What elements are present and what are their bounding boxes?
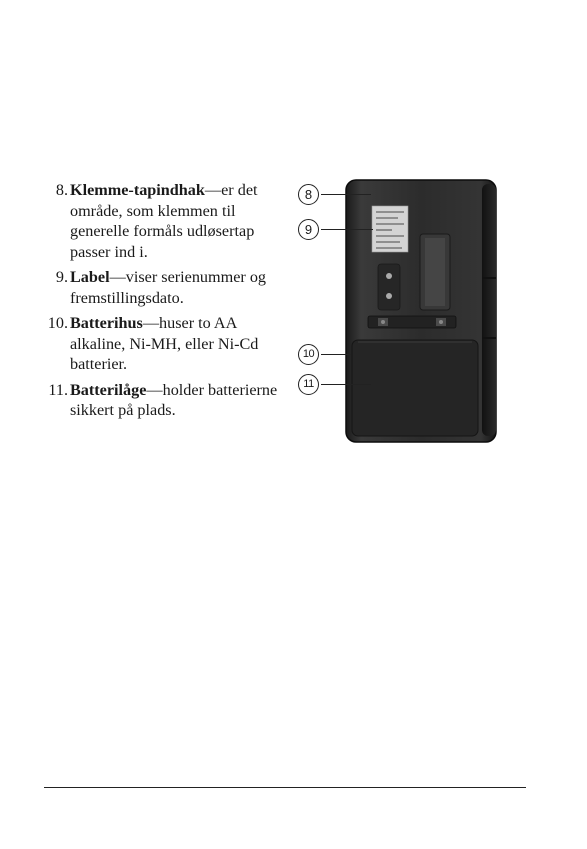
callout-11-leader: [321, 384, 371, 385]
item-number: 10.: [47, 314, 68, 332]
feature-list: [38, 180, 278, 426]
callout-10: 10: [298, 344, 319, 365]
item-description: —huser to AA alkaline, Ni-MH, eller Ni-Cd batterier.: [70, 314, 259, 373]
item-number: 11.: [48, 380, 68, 399]
callout-9-leader: [321, 229, 373, 230]
item-term: Klemme-tapindhak: [70, 181, 205, 199]
screw-plate: [378, 264, 400, 310]
serial-label: [372, 206, 408, 252]
device-side-edge: [482, 184, 496, 436]
device-back-figure: [296, 178, 506, 448]
callout-8: 8: [298, 184, 319, 205]
footer-rule: [44, 787, 526, 788]
item-description: —holder batterierne sikkert på plads.: [70, 380, 278, 419]
list-item: [38, 380, 278, 421]
item-term: Batterihus: [70, 314, 143, 332]
list-item: [38, 313, 278, 375]
item-description: —viser serienummer og fremstillingsdato.: [70, 268, 267, 307]
list-item: [38, 180, 278, 262]
list-item: [38, 267, 278, 308]
callout-9: 9: [298, 219, 319, 240]
device-back-illustration: [296, 178, 506, 448]
battery-door: [352, 340, 478, 436]
callout-11: 11: [298, 374, 319, 395]
callout-10-leader: [321, 354, 351, 355]
callout-8-leader: [321, 194, 371, 195]
item-term: Batterilåge: [70, 380, 147, 399]
item-description: —er det område, som klemmen til generelle formåls udløsertap passer ind i.: [70, 181, 258, 261]
item-term: Label: [70, 268, 110, 286]
item-number: 8.: [55, 181, 68, 199]
item-number: 9.: [55, 268, 68, 286]
